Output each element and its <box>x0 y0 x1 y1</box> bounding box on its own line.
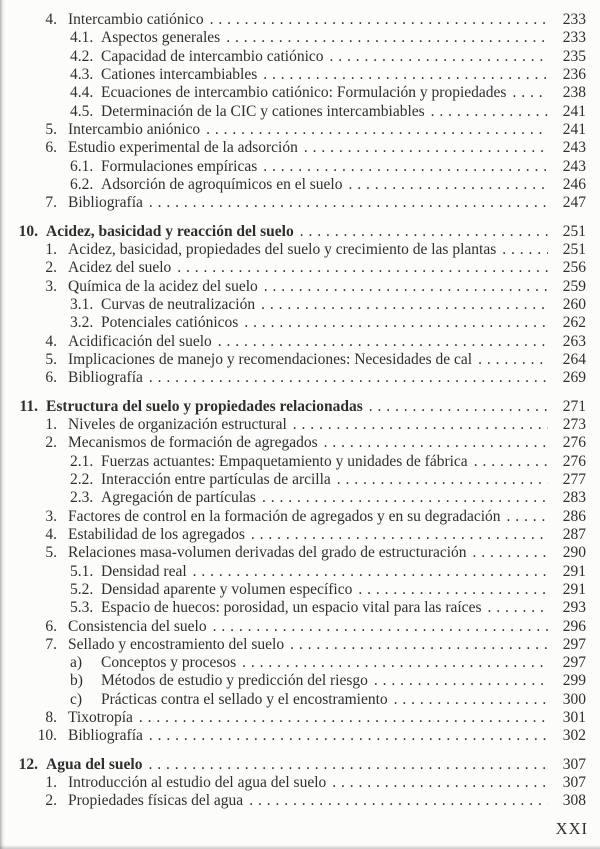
toc-entry-row <box>14 48 586 66</box>
entry-number: 4. <box>45 332 57 350</box>
entry-title: Química de la acidez del suelo <box>68 277 258 295</box>
toc-entry-row <box>14 544 586 562</box>
entry-title: Cationes intercambiables <box>101 65 258 83</box>
toc-entry-row <box>14 278 586 296</box>
entry-number: 11. <box>19 397 38 415</box>
entry-number: 5. <box>45 350 57 368</box>
entry-page-number: 290 <box>562 544 586 562</box>
dot-leader <box>358 581 548 599</box>
toc-entry-row <box>14 241 586 259</box>
entry-page-number: 262 <box>562 314 586 332</box>
entry-number: 4.2. <box>70 47 94 65</box>
entry-number: 3. <box>45 507 57 525</box>
toc-entry-row <box>14 581 586 599</box>
entry-page-number: 241 <box>562 102 586 120</box>
toc-entry-row <box>14 369 586 387</box>
toc-entry-row <box>14 654 586 672</box>
toc-entry-row <box>14 84 586 102</box>
toc-entry-row <box>14 194 586 212</box>
toc-entry-row <box>14 121 586 139</box>
toc-entry-row <box>14 139 586 157</box>
entry-number: 1. <box>45 774 57 792</box>
dot-leader <box>502 241 548 259</box>
entry-number: 2.3. <box>70 489 94 507</box>
entry-number: 1. <box>45 240 57 258</box>
dot-leader <box>242 654 548 672</box>
entry-number: 7. <box>45 635 57 653</box>
toc-entry-row <box>14 691 586 709</box>
dot-leader <box>149 369 548 387</box>
entry-page-number: 276 <box>562 452 586 470</box>
entry-title: Prácticas contra el sellado y el encostramiento <box>101 690 388 708</box>
page-folio-number: XXI <box>555 819 588 838</box>
entry-page-number: 276 <box>562 434 586 452</box>
entry-number: 5. <box>45 544 57 562</box>
entry-title: Conceptos y procesos <box>101 654 237 672</box>
entry-page-number: 273 <box>562 415 586 433</box>
entry-page-number: 256 <box>562 259 586 277</box>
entry-number: 1. <box>45 415 57 433</box>
entry-page-number: 260 <box>562 295 586 313</box>
entry-page-number: 243 <box>562 157 586 175</box>
scan-edge-left <box>0 0 5 849</box>
entry-number: b) <box>70 672 83 690</box>
dot-leader <box>251 526 548 544</box>
entry-page-number: 233 <box>562 29 586 47</box>
dot-leader <box>507 508 548 526</box>
entry-number: 4.1. <box>70 29 94 47</box>
entry-page-number: 233 <box>562 11 586 28</box>
entry-number: 10. <box>18 222 38 240</box>
entry-page-number: 300 <box>562 690 586 708</box>
entry-page-number: 287 <box>562 525 586 543</box>
entry-title: Bibliografía <box>68 194 143 212</box>
toc-entry-row <box>14 259 586 277</box>
dot-leader <box>473 544 548 562</box>
entry-page-number: 235 <box>562 47 586 65</box>
entry-title: Fuerzas actuantes: Empaquetamiento y unidades de fábrica <box>101 452 468 470</box>
entry-title: Interacción entre partículas de arcilla <box>101 470 331 488</box>
toc-entry-row <box>14 526 586 544</box>
toc-entry-row <box>14 314 586 332</box>
dot-leader <box>512 84 548 102</box>
dot-leader <box>293 416 548 434</box>
entry-title: Espacio de huecos: porosidad, un espacio vital para las raíces <box>101 599 482 617</box>
entry-title: Intercambio aniónico <box>68 120 201 138</box>
dot-leader <box>244 314 548 332</box>
toc-entry-row <box>14 471 586 489</box>
toc-entry-row <box>14 792 586 810</box>
toc-entry-row <box>14 296 586 314</box>
entry-title: Estabilidad de los agregados <box>68 525 245 543</box>
entry-title: Tixotropía <box>68 709 133 727</box>
entry-title: Niveles de organización estructural <box>68 415 287 433</box>
dot-leader <box>332 774 548 792</box>
entry-page-number: 291 <box>562 562 586 580</box>
toc-block <box>14 11 586 213</box>
toc-entry-row <box>14 709 586 727</box>
entry-number: 4.5. <box>70 102 94 120</box>
entry-number: a) <box>70 654 83 672</box>
entry-page-number: 286 <box>562 507 586 525</box>
toc-entry-row <box>14 453 586 471</box>
entry-title: Determinación de la CIC y cationes intercambiables <box>101 102 425 120</box>
entry-number: 10. <box>37 727 57 745</box>
toc-entry-row <box>14 774 586 792</box>
dot-leader <box>474 453 548 471</box>
entry-title: Aspectos generales <box>101 29 221 47</box>
entry-title: Mecanismos de formación de agregados <box>68 434 318 452</box>
entry-title: Densidad aparente y volumen específico <box>101 580 353 598</box>
entry-number: 3.1. <box>70 295 94 313</box>
toc-entry-row <box>14 599 586 617</box>
dot-leader <box>431 103 548 121</box>
entry-title: Métodos de estudio y predicción del riesgo <box>101 672 368 690</box>
entry-title: Agua del suelo <box>46 755 143 773</box>
dot-leader <box>206 121 548 139</box>
toc-block <box>14 756 586 811</box>
dot-leader <box>304 139 548 157</box>
entry-title: Intercambio catiónico <box>68 11 204 28</box>
toc-chapter-row <box>14 756 586 774</box>
toc-entry-row <box>14 11 586 29</box>
entry-page-number: 302 <box>562 727 586 745</box>
entry-title: Estudio experimental de la adsorción <box>68 139 298 157</box>
entry-number: 4. <box>45 11 57 28</box>
entry-number: 2. <box>45 792 57 810</box>
dot-leader <box>264 278 548 296</box>
dot-leader <box>324 434 548 452</box>
toc-entry-row <box>14 351 586 369</box>
entry-page-number: 297 <box>562 654 586 672</box>
entry-title: Consistencia del suelo <box>68 617 207 635</box>
dot-leader <box>348 176 548 194</box>
entry-title: Acidez, basicidad y reacción del suelo <box>46 222 294 240</box>
entry-title: Capacidad de intercambio catiónico <box>101 47 324 65</box>
entry-number: 2.2. <box>70 470 94 488</box>
entry-page-number: 307 <box>562 755 586 773</box>
entry-page-number: 296 <box>562 617 586 635</box>
entry-number: 5.1. <box>70 562 94 580</box>
toc-entry-row <box>14 66 586 84</box>
toc-entry-row <box>14 563 586 581</box>
dot-leader <box>369 398 548 416</box>
dot-leader <box>337 471 548 489</box>
toc-entry-row <box>14 416 586 434</box>
dot-leader <box>263 66 548 84</box>
dot-leader <box>330 48 548 66</box>
entry-page-number: 243 <box>562 139 586 157</box>
entry-number: 3.2. <box>70 314 94 332</box>
entry-number: 8. <box>45 709 57 727</box>
entry-title: Acidez del suelo <box>68 259 172 277</box>
entry-page-number: 236 <box>562 65 586 83</box>
entry-page-number: 308 <box>562 792 586 810</box>
toc <box>14 11 586 811</box>
entry-title: Estructura del suelo y propiedades relacionadas <box>46 397 363 415</box>
entry-number: 3. <box>45 277 57 295</box>
entry-page-number: 247 <box>562 194 586 212</box>
entry-page-number: 264 <box>562 350 586 368</box>
entry-page-number: 251 <box>562 240 586 258</box>
entry-number: 6. <box>45 369 57 387</box>
scan-edge-bottom <box>0 845 600 849</box>
entry-number: c) <box>70 690 83 708</box>
entry-title: Acidez, basicidad, propiedades del suelo y crecimiento de las plantas <box>68 240 497 258</box>
dot-leader <box>218 333 548 351</box>
entry-number: 6. <box>45 617 57 635</box>
entry-number: 5. <box>45 120 57 138</box>
dot-leader <box>487 599 548 617</box>
entry-page-number: 283 <box>562 489 586 507</box>
entry-page-number: 269 <box>562 369 586 387</box>
dot-leader <box>263 158 548 176</box>
dot-leader <box>478 351 548 369</box>
entry-page-number: 251 <box>562 222 586 240</box>
entry-title: Relaciones masa-volumen derivadas del grado de estructuración <box>68 544 467 562</box>
entry-page-number: 263 <box>562 332 586 350</box>
toc-entry-row <box>14 618 586 636</box>
entry-page-number: 307 <box>562 774 586 792</box>
dot-leader <box>210 11 548 29</box>
entry-title: Ecuaciones de intercambio catiónico: Formulación y propiedades <box>101 84 507 102</box>
toc-entry-row <box>14 672 586 690</box>
entry-number: 4.4. <box>70 84 94 102</box>
toc-chapter-row <box>14 223 586 241</box>
dot-leader <box>139 709 548 727</box>
toc-entry-row <box>14 333 586 351</box>
toc-entry-row <box>14 489 586 507</box>
entry-title: Potenciales catiónicos <box>101 314 239 332</box>
entry-number: 5.3. <box>70 599 94 617</box>
dot-leader <box>261 296 548 314</box>
entry-number: 6.2. <box>70 175 94 193</box>
entry-number: 12. <box>18 755 38 773</box>
entry-number: 6. <box>45 139 57 157</box>
entry-page-number: 259 <box>562 277 586 295</box>
dot-leader <box>374 672 548 690</box>
entry-number: 2. <box>45 434 57 452</box>
entry-number: 4. <box>45 525 57 543</box>
entry-page-number: 301 <box>562 709 586 727</box>
toc-block <box>14 398 586 746</box>
entry-number: 7. <box>45 194 57 212</box>
entry-page-number: 291 <box>562 580 586 598</box>
toc-chapter-row <box>14 398 586 416</box>
toc-block <box>14 223 586 388</box>
entry-number: 5.2. <box>70 580 94 598</box>
entry-title: Introducción al estudio del agua del suelo <box>68 774 327 792</box>
dot-leader <box>394 691 548 709</box>
entry-page-number: 299 <box>562 672 586 690</box>
toc-entry-row <box>14 636 586 654</box>
toc-entry-row <box>14 508 586 526</box>
dot-leader <box>149 727 548 745</box>
toc-entry-row <box>14 434 586 452</box>
toc-entry-row <box>14 176 586 194</box>
entry-title: Bibliografía <box>68 369 143 387</box>
dot-leader <box>262 489 548 507</box>
dot-leader <box>177 259 548 277</box>
dot-leader <box>193 563 548 581</box>
entry-title: Adsorción de agroquímicos en el suelo <box>101 175 343 193</box>
entry-title: Sellado y encostramiento del suelo <box>68 635 285 653</box>
toc-entry-row <box>14 158 586 176</box>
entry-number: 6.1. <box>70 157 94 175</box>
entry-title: Acidificación del suelo <box>68 332 212 350</box>
dot-leader <box>249 792 548 810</box>
dot-leader <box>213 618 548 636</box>
entry-page-number: 271 <box>562 397 586 415</box>
entry-page-number: 241 <box>562 120 586 138</box>
entry-title: Curvas de neutralización <box>101 295 256 313</box>
entry-number: 2. <box>45 259 57 277</box>
entry-title: Densidad real <box>101 562 187 580</box>
dot-leader <box>148 756 548 774</box>
toc-entry-row <box>14 727 586 745</box>
entry-title: Implicaciones de manejo y recomendaciones: Necesidades de cal <box>68 350 473 368</box>
toc-entry-row <box>14 29 586 47</box>
dot-leader <box>290 636 548 654</box>
entry-page-number: 277 <box>562 470 586 488</box>
toc-entry-row <box>14 103 586 121</box>
entry-title: Formulaciones empíricas <box>101 157 258 175</box>
entry-page-number: 246 <box>562 175 586 193</box>
entry-number: 4.3. <box>70 65 94 83</box>
entry-title: Propiedades físicas del agua <box>68 792 244 810</box>
entry-page-number: 238 <box>562 84 586 102</box>
dot-leader <box>226 29 548 47</box>
entry-title: Bibliografía <box>68 727 143 745</box>
entry-title: Agregación de partículas <box>101 489 256 507</box>
dot-leader <box>300 223 548 241</box>
entry-page-number: 293 <box>562 599 586 617</box>
dot-leader <box>149 194 548 212</box>
entry-title: Factores de control en la formación de agregados y en su degradación <box>68 507 501 525</box>
entry-page-number: 297 <box>562 635 586 653</box>
entry-number: 2.1. <box>70 452 94 470</box>
